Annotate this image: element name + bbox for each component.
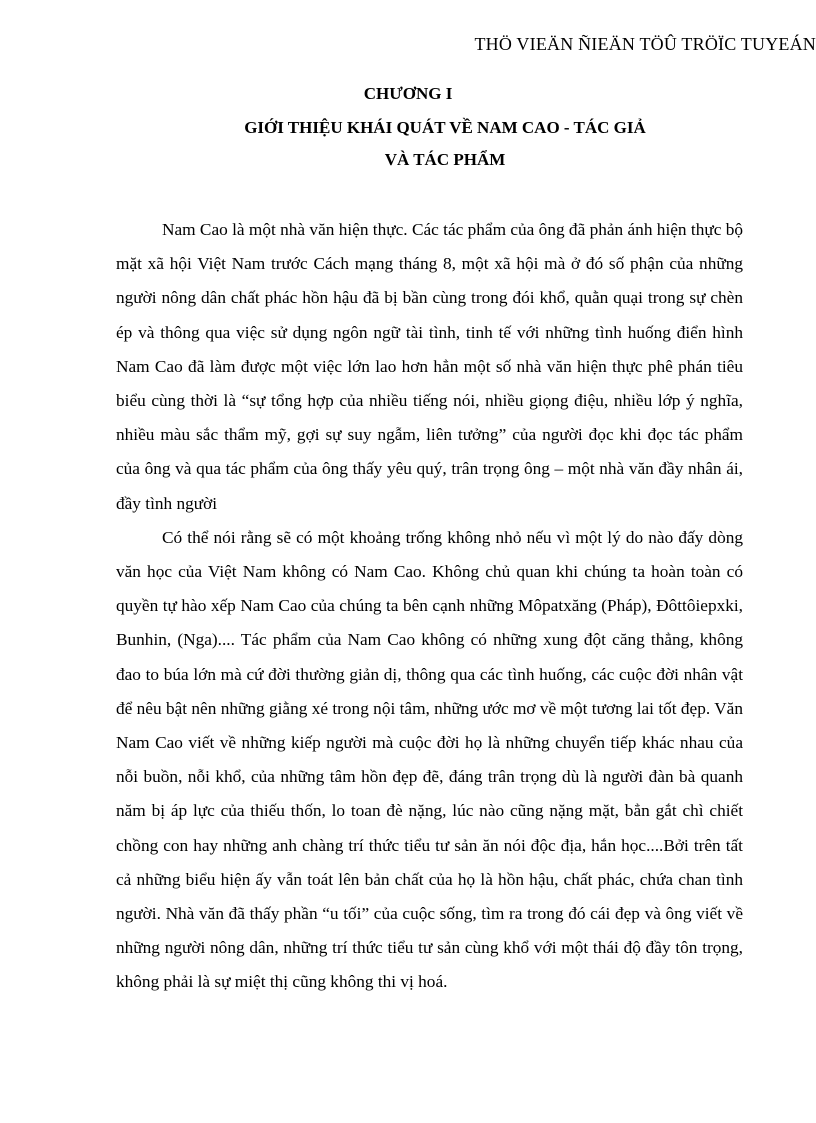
body-text	[116, 213, 743, 1000]
paragraph-2: Có thể nói rằng sẽ có một khoảng trống không nhỏ nếu vì một lý do nào đấy dòng văn học của Việt Nam không có Nam Cao. Không chủ quan khi chúng ta hoàn toàn có quyền tự hào xếp Nam Cao của chúng ta bên cạnh những Môpatxăng (Pháp), Đôttôiepxki, Bunhin, (Nga).... Tác phẩm của Nam Cao không có những xung đột căng thẳng, không đao to búa lớn mà cứ đời thường giản dị, thông qua các tình huống, các cuộc đời nhân vật để nêu bật nên những giằng xé trong nội tâm, những ước mơ về một tương lai tốt đẹp. Văn Nam Cao viết về những kiếp người mà cuộc đời họ là những chuyển tiếp khác nhau của nỗi buồn, nỗi khổ, của những tâm hồn đẹp đẽ, đáng trân trọng dù là người đàn bà quanh năm bị áp lực của thiếu thốn, lo toan đè nặng, lúc nào cũng nặng mặt, bẳn gắt chì chiết chồng con hay những anh chàng trí thức tiểu tư sản ăn nói độc địa, hắn học....Bởi trên tất cả những biểu hiện ấy vẫn toát lên bản chất của họ là hồn hậu, chất phác, chứa chan tình người. Nhà văn đã thấy phần “u tối” của cuộc sống, tìm ra trong đó cái đẹp và ông viết về những người nông dân, những trí thức tiểu tư sản cùng khổ với một thái độ đầy tôn trọng, không phải là sự miệt thị cũng không thi vị hoá.	[116, 527, 743, 992]
header-banner: THÖ VIEÄN ÑIEÄN TÖÛ TRÖÏC TUYEÁN	[474, 34, 816, 54]
paragraph-1: Nam Cao là một nhà văn hiện thực. Các tác phẩm của ông đã phản ánh hiện thực bộ mặt xã hội Việt Nam trước Cách mạng tháng 8, một xã hội mà ở đó số phận của những người nông dân chất phác hồn hậu đã bị bần cùng trong đói khổ, quằn quại trong sự chèn ép và thông qua việc sử dụng ngôn ngữ tài tình, tinh tế với những tình huống điển hình Nam Cao đã làm được một việc lớn lao hơn hẳn một số nhà văn hiện thực phê phán tiêu biểu cùng thời là “sự tổng hợp của nhiều tiếng nói, nhiều giọng điệu, nhiều lớp ý nghĩa, nhiều màu sắc thẩm mỹ, gợi sự suy ngẫm, liên tưởng” của người đọc khi đọc tác phẩm của ông và qua tác phẩm của ông thấy yêu quý, trân trọng ông – một nhà văn đầy nhân ái, đầy tình người	[116, 220, 743, 513]
chapter-label: CHƯƠNG I	[363, 84, 453, 103]
chapter-title-line-1: GIỚI THIỆU KHÁI QUÁT VỀ NAM CAO - TÁC GIẢ	[244, 118, 646, 137]
chapter-title-line-2: VÀ TÁC PHẨM	[384, 150, 506, 169]
